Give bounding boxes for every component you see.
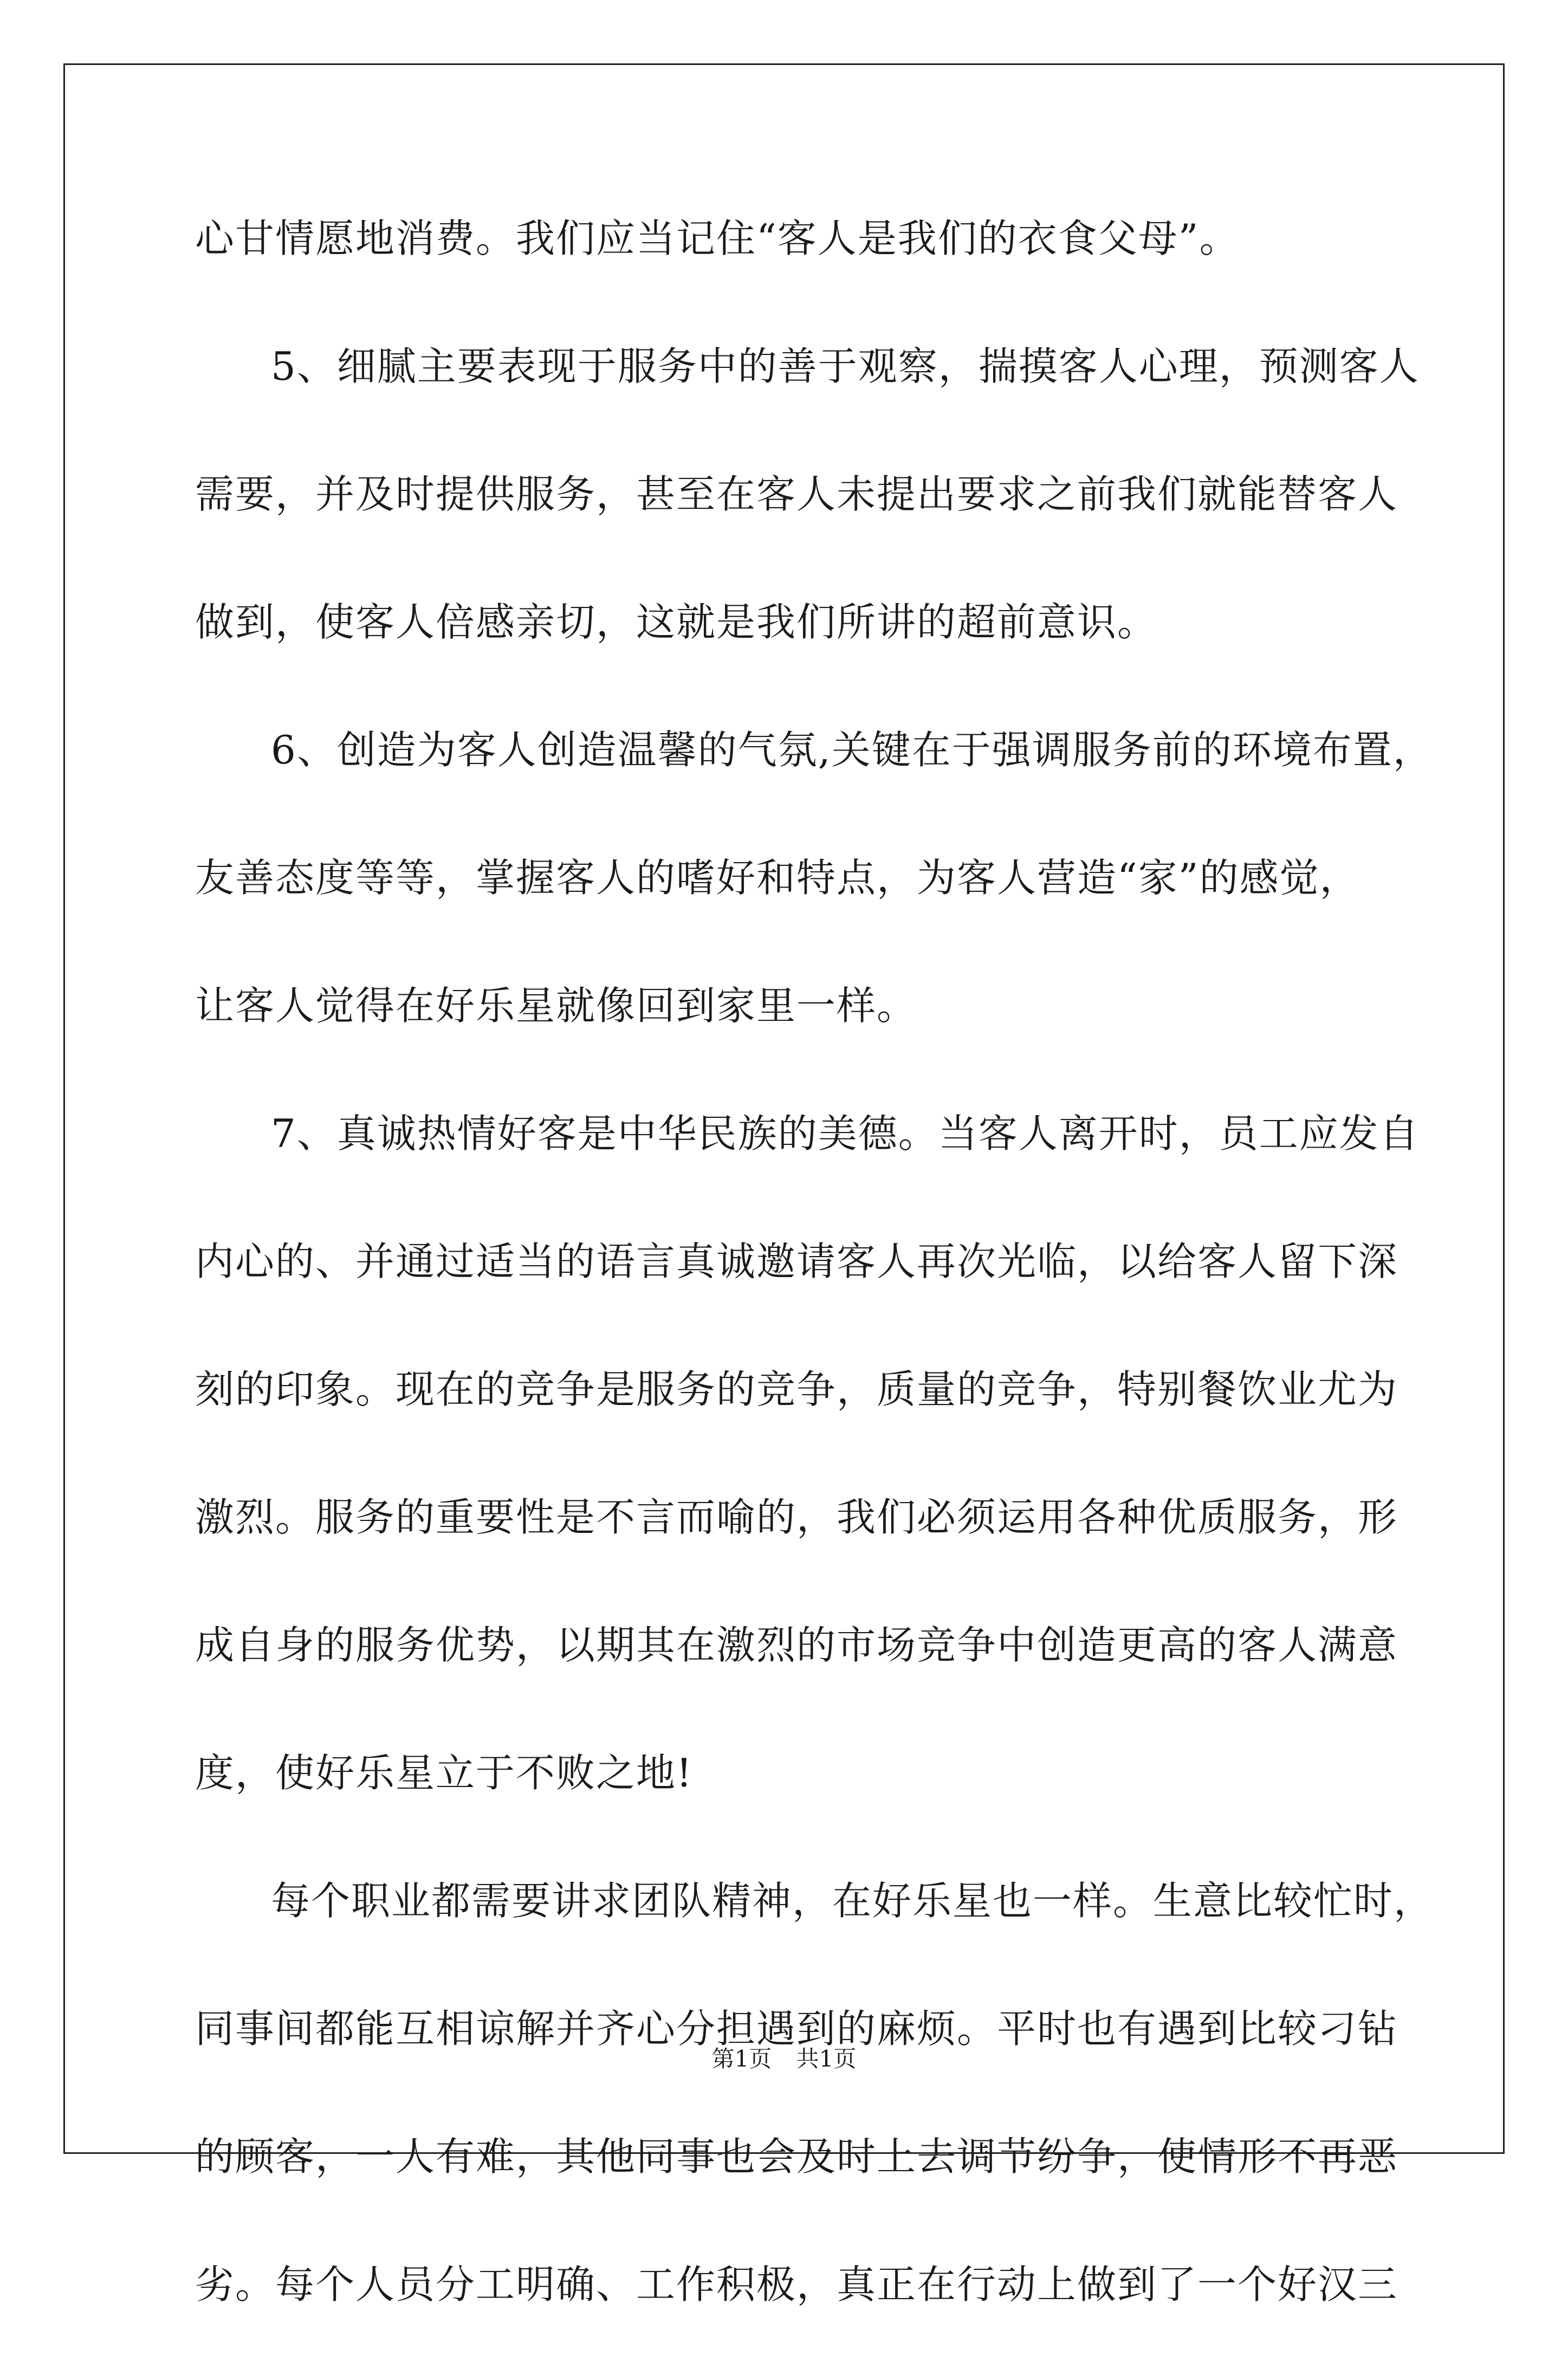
text-line: 7、真诚热情好客是中华民族的美德。当客人离开时，员工应发自	[271, 1111, 1420, 1156]
text-line: 内心的、并通过适当的语言真诚邀请客人再次光临，以给客人留下深	[195, 1239, 1398, 1284]
text-line: 让客人觉得在好乐星就像回到家里一样。	[195, 983, 917, 1028]
page-footer	[0, 2043, 1568, 2075]
page-total: 共1页	[796, 2046, 857, 2072]
text-line: 每个职业都需要讲求团队精神，在好乐星也一样。生意比较忙时，	[271, 1878, 1434, 1924]
text-line: 心甘情愿地消费。我们应当记住“客人是我们的衣食父母”。	[195, 216, 1240, 261]
page-number: 第1页	[711, 2046, 772, 2072]
text-line: 友善态度等等，掌握客人的嗜好和特点，为客人营造“家”的感觉，	[195, 855, 1360, 901]
text-line: 需要，并及时提供服务，甚至在客人未提出要求之前我们就能替客人	[195, 471, 1398, 517]
text-line: 同事间都能互相谅解并齐心分担遇到的麻烦。平时也有遇到比较刁钻	[195, 2006, 1398, 2051]
text-line: 度，使好乐星立于不败之地!	[195, 1750, 693, 1796]
text-line: 做到，使客人倍感亲切，这就是我们所讲的超前意识。	[195, 599, 1158, 645]
text-line: 刻的印象。现在的竞争是服务的竞争，质量的竞争，特别餐饮业尤为	[195, 1367, 1398, 1412]
text-line: 劣。每个人员分工明确、工作积极，真正在行动上做到了一个好汉三	[195, 2262, 1398, 2307]
text-line: 5、细腻主要表现于服务中的善于观察，揣摸客人心理，预测客人	[271, 344, 1420, 389]
text-line: 成自身的服务优势，以期其在激烈的市场竞争中创造更高的客人满意	[195, 1622, 1398, 1668]
text-line: 激烈。服务的重要性是不言而喻的，我们必须运用各种优质服务，形	[195, 1494, 1398, 1540]
text-line: 6、创造为客人创造温馨的气氛,关键在于强调服务前的环境布置，	[271, 727, 1433, 773]
text-line: 的顾客，一人有难，其他同事也会及时上去调节纷争，使情形不再恶	[195, 2134, 1398, 2179]
